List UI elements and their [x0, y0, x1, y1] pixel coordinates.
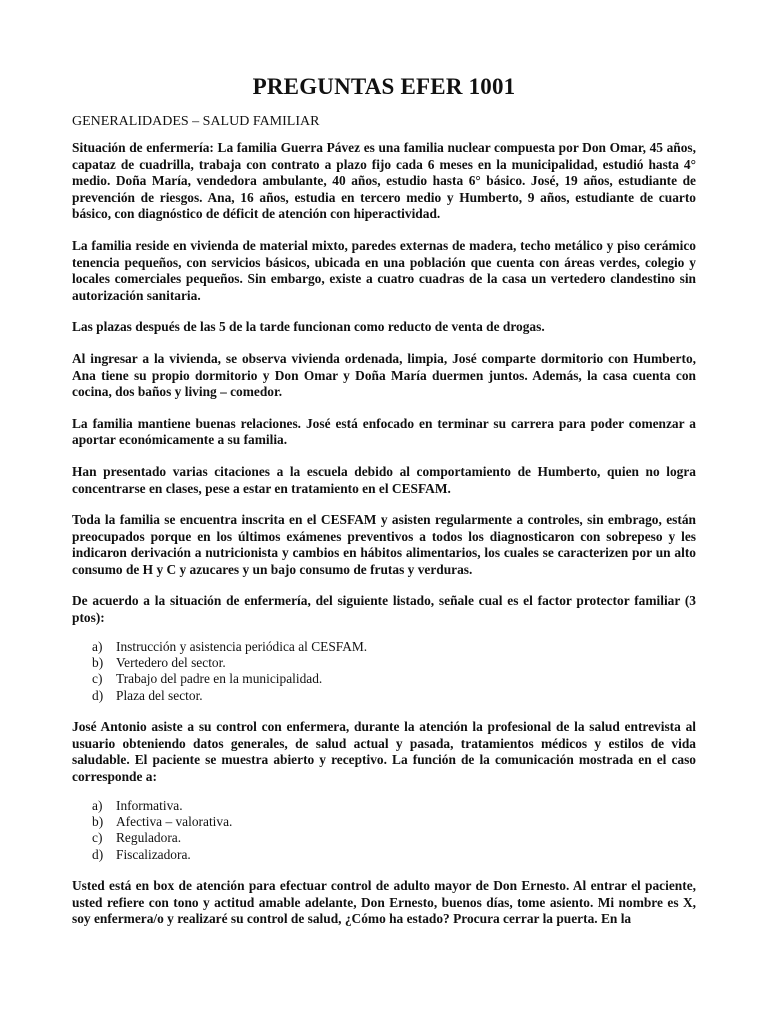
question-3: Usted está en box de atención para efectuar control de adulto mayor de Don Ernesto. Al entrar el paciente, usted refiere con tono y actitud amable adelante, Don Ernesto, buenos días, tome asiento. Mi nombre es X, soy enfermera/o y realizaré su control de salud, ¿Cómo ha estado? Procura cerrar la puerta. En la	[72, 878, 696, 927]
option-letter: c)	[92, 671, 103, 687]
option-letter: b)	[92, 814, 104, 830]
question-2-options	[72, 798, 696, 864]
option-item	[92, 655, 696, 671]
option-letter: a)	[92, 797, 103, 813]
option-letter: d)	[92, 687, 104, 703]
paragraph-relations: La familia mantiene buenas relaciones. José está enfocado en terminar su carrera para poder comenzar a aportar económicamente a su familia.	[72, 415, 696, 448]
option-letter: a)	[92, 638, 103, 654]
option-text: Informativa.	[116, 797, 183, 813]
paragraph-school: Han presentado varias citaciones a la escuela debido al comportamiento de Humberto, quien no logra concentrarse en clases, pese a estar en tratamiento en el CESFAM.	[72, 463, 696, 496]
paragraph-cesfam: Toda la familia se encuentra inscrita en el CESFAM y asisten regularmente a controles, sin embrago, están preocupados porque en los últimos exámenes preventivos a todos los diagnosticaron con sobrepeso y les indicaron derivación a nutricionista y cambios en hábitos alimentarios, los cuales se caracterizen por un alto consumo de H y C y azucares y un bajo consumo de frutas y verduras.	[72, 512, 696, 577]
section-subtitle: GENERALIDADES – SALUD FAMILIAR	[72, 114, 320, 129]
question-3-container	[72, 878, 696, 944]
paragraph-housing: La familia reside en vivienda de material mixto, paredes externas de madera, techo metálico y piso cerámico tenencia pequeños, con servicios básicos, ubicada en una población que cuenta con áreas verdes, colegio y locales comerciales pequeños. Sin embargo, existe a cuatro cuadras de la casa un vertedero clandestino sin autorización sanitaria.	[72, 237, 696, 303]
paragraph-plazas: Las plazas después de las 5 de la tarde funcionan como reducto de venta de drogas.	[72, 319, 545, 335]
option-text: Afectiva – valorativa.	[116, 814, 233, 830]
question-1-options	[72, 639, 696, 705]
paragraph-home-layout: Al ingresar a la vivienda, se observa vivienda ordenada, limpia, José comparte dormitorio con Humberto, Ana tiene su propio dormitorio y Don Omar y Doña María duermen juntos. Además, la casa cuenta con cocina, dos baños y living – comedor.	[72, 350, 696, 400]
option-item	[92, 830, 696, 846]
option-item	[92, 671, 696, 687]
question-1: De acuerdo a la situación de enfermería, del siguiente listado, señale cual es el factor protector familiar (3 ptos):	[72, 593, 696, 626]
question-2: José Antonio asiste a su control con enfermera, durante la atención la profesional de la salud entrevista al usuario obteniendo datos generales, de salud actual y pasada, tratamientos médicos y estilos de vida saludable. El paciente se muestra abierto y receptivo. La función de la comunicación mostrada en el caso corresponde a:	[72, 719, 696, 785]
option-text: Trabajo del padre en la municipalidad.	[116, 671, 323, 687]
option-item	[92, 798, 696, 814]
option-item	[92, 847, 696, 863]
option-text: Plaza del sector.	[116, 687, 203, 703]
option-letter: c)	[92, 830, 103, 846]
option-item	[92, 688, 696, 704]
option-item	[92, 639, 696, 655]
option-item	[92, 814, 696, 830]
option-letter: d)	[92, 846, 104, 862]
paragraph-situation: Situación de enfermería: La familia Guerra Pávez es una familia nuclear compuesta por Don Omar, 45 años, capataz de cuadrilla, trabaja con contrato a plazo fijo cada 6 meses en la municipalidad, estudió hasta 4° medio. Doña María, vendedora ambulante, 40 años, estudio hasta 6° básico. José, 19 años, estudiante de prevención de riesgos. Ana, 16 años, estudia en tercero medio y Humberto, 9 años, estudiante de cuarto básico, con diagnóstico de déficit de atención con hiperactividad.	[72, 140, 696, 222]
option-text: Reguladora.	[116, 830, 182, 846]
document-title: PREGUNTAS EFER 1001	[252, 74, 516, 99]
option-text: Instrucción y asistencia periódica al CESFAM.	[116, 638, 368, 654]
option-text: Fiscalizadora.	[116, 846, 191, 862]
option-text: Vertedero del sector.	[116, 655, 226, 671]
option-letter: b)	[92, 655, 104, 671]
